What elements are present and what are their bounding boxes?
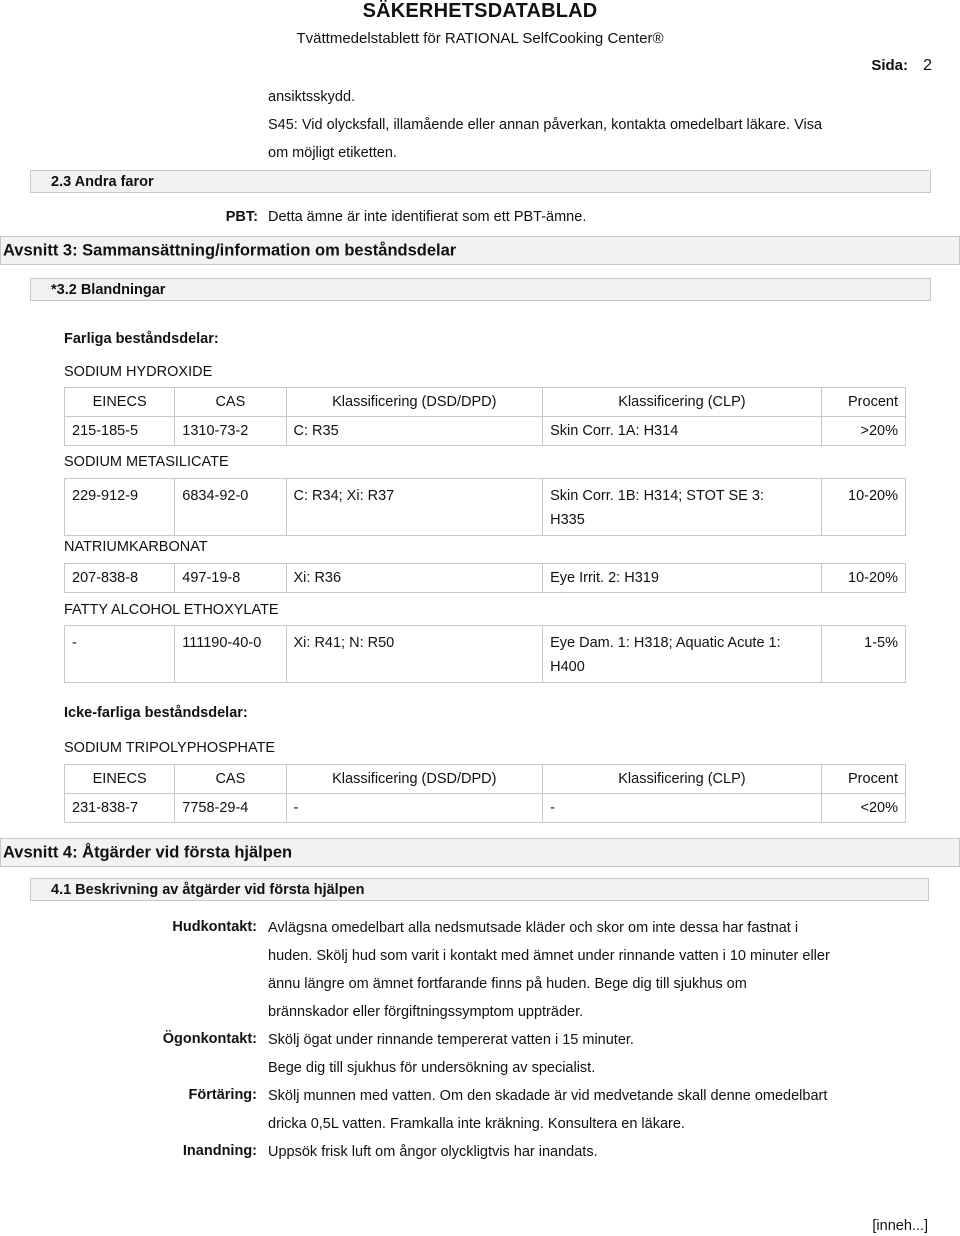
col-einecs: EINECS — [65, 388, 175, 417]
eye-contact-line-2: Bege dig till sjukhus för undersökning av specialist. — [268, 1060, 596, 1076]
cell-percent: 1-5% — [821, 626, 905, 683]
hazardous-table-3 — [64, 563, 906, 593]
component-name: SODIUM HYDROXIDE — [64, 364, 213, 380]
cell-cas: 1310-73-2 — [175, 417, 286, 446]
pbt-label: PBT: — [225, 209, 258, 225]
skin-contact-line-1: Avlägsna omedelbart alla nedsmutsade kläder och skor om inte dessa har fastnat i — [268, 920, 799, 936]
col-dsd: Klassificering (DSD/DPD) — [286, 765, 543, 794]
section-3-title: Avsnitt 3: Sammansättning/information om beståndsdelar — [3, 241, 457, 259]
ingestion-label: Förtäring: — [188, 1087, 257, 1103]
cell-dsd: C: R34; Xi: R37 — [286, 479, 543, 536]
top-text-line-1: ansiktsskydd. — [268, 89, 356, 105]
cell-dsd: Xi: R41; N: R50 — [286, 626, 543, 683]
hazardous-heading: Farliga beståndsdelar: — [64, 331, 219, 347]
cell-cas: 7758-29-4 — [175, 794, 286, 823]
cell-cas: 497-19-8 — [175, 564, 286, 593]
cell-cas: 6834-92-0 — [175, 479, 286, 536]
inhalation-label: Inandning: — [182, 1143, 257, 1159]
subsection-3-2-title: *3.2 Blandningar — [51, 281, 166, 298]
cell-clp-line-2: H335 — [550, 512, 585, 528]
cell-dsd: C: R35 — [286, 417, 543, 446]
cell-einecs: 231-838-7 — [65, 794, 175, 823]
section-4-bar — [0, 838, 960, 867]
ingestion-line-2: dricka 0,5L vatten. Framkalla inte kräkning. Konsultera en läkare. — [268, 1116, 685, 1132]
section-3-bar — [0, 236, 960, 265]
table-row — [65, 479, 906, 536]
table-header-row — [65, 765, 906, 794]
component-name: SODIUM METASILICATE — [64, 454, 229, 470]
col-clp: Klassificering (CLP) — [543, 388, 822, 417]
col-percent: Procent — [821, 388, 905, 417]
eye-contact-label: Ögonkontakt: — [162, 1031, 257, 1047]
cell-einecs: - — [65, 626, 175, 683]
page-number: 2 — [923, 57, 932, 74]
col-cas: CAS — [175, 388, 286, 417]
cell-clp-line-1: Skin Corr. 1B: H314; STOT SE 3: — [550, 488, 764, 504]
skin-contact-line-2: huden. Skölj hud som varit i kontakt med ämnet under rinnande vatten i 10 minuter eller — [268, 948, 830, 964]
skin-contact-line-3: ännu längre om ämnet fortfarande finns på huden. Bege dig till sjukhus om — [268, 976, 747, 992]
subsection-3-2-bar — [30, 278, 931, 301]
col-dsd: Klassificering (DSD/DPD) — [286, 388, 543, 417]
cell-percent: <20% — [821, 794, 905, 823]
cell-percent: >20% — [821, 417, 905, 446]
subsection-2-3-bar — [30, 170, 931, 193]
hazardous-table-4 — [64, 625, 906, 683]
document-subtitle: Tvättmedelstablett för RATIONAL SelfCooking Center® — [296, 30, 664, 47]
cell-percent: 10-20% — [821, 564, 905, 593]
eye-contact-line-1: Skölj ögat under rinnande tempererat vatten i 15 minuter. — [268, 1032, 634, 1048]
cell-clp: Skin Corr. 1A: H314 — [543, 417, 822, 446]
cell-clp — [543, 479, 822, 536]
inhalation-line-1: Uppsök frisk luft om ångor olyckligtvis har inandats. — [268, 1144, 598, 1160]
cell-einecs: 207-838-8 — [65, 564, 175, 593]
table-header-row — [65, 388, 906, 417]
table-row — [65, 417, 906, 446]
ingestion-line-1: Skölj munnen med vatten. Om den skadade är vid medvetande skall denne omedelbart — [268, 1088, 828, 1104]
skin-contact-label: Hudkontakt: — [172, 919, 257, 935]
section-4-title: Avsnitt 4: Åtgärder vid första hjälpen — [3, 843, 293, 861]
cell-clp: - — [543, 794, 822, 823]
non-hazardous-heading: Icke-farliga beståndsdelar: — [64, 705, 248, 721]
non-hazardous-table — [64, 764, 906, 823]
subsection-2-3-title: 2.3 Andra faror — [51, 173, 154, 190]
col-cas: CAS — [175, 765, 286, 794]
subsection-4-1-bar — [30, 878, 929, 901]
cell-clp-line-1: Eye Dam. 1: H318; Aquatic Acute 1: — [550, 635, 781, 651]
cell-cas: 111190-40-0 — [175, 626, 286, 683]
page-label: Sida: — [871, 57, 908, 74]
cell-clp: Eye Irrit. 2: H319 — [543, 564, 822, 593]
cell-einecs: 229-912-9 — [65, 479, 175, 536]
table-row — [65, 564, 906, 593]
col-percent: Procent — [821, 765, 905, 794]
component-name: NATRIUMKARBONAT — [64, 539, 208, 555]
skin-contact-line-4: brännskador eller förgiftningssymptom uppträder. — [268, 1004, 584, 1020]
table-row — [65, 794, 906, 823]
pbt-text: Detta ämne är inte identifierat som ett PBT-ämne. — [268, 209, 587, 225]
top-text-line-2: S45: Vid olycksfall, illamående eller annan påverkan, kontakta omedelbart läkare. Visa — [268, 117, 823, 133]
cell-dsd: Xi: R36 — [286, 564, 543, 593]
cell-einecs: 215-185-5 — [65, 417, 175, 446]
cell-percent: 10-20% — [821, 479, 905, 536]
top-text-line-3: om möjligt etiketten. — [268, 145, 397, 161]
cell-clp — [543, 626, 822, 683]
component-name: FATTY ALCOHOL ETHOXYLATE — [64, 602, 279, 618]
table-row — [65, 626, 906, 683]
cell-clp-line-2: H400 — [550, 659, 585, 675]
col-clp: Klassificering (CLP) — [543, 765, 822, 794]
subsection-4-1-title: 4.1 Beskrivning av åtgärder vid första hjälpen — [51, 881, 365, 898]
cell-dsd: - — [286, 794, 543, 823]
continued-marker: [inneh...] — [872, 1218, 928, 1234]
col-einecs: EINECS — [65, 765, 175, 794]
hazardous-table-1 — [64, 387, 906, 446]
hazardous-table-2 — [64, 478, 906, 536]
document-title: SÄKERHETSDATABLAD — [362, 0, 598, 22]
component-name: SODIUM TRIPOLYPHOSPHATE — [64, 740, 276, 756]
